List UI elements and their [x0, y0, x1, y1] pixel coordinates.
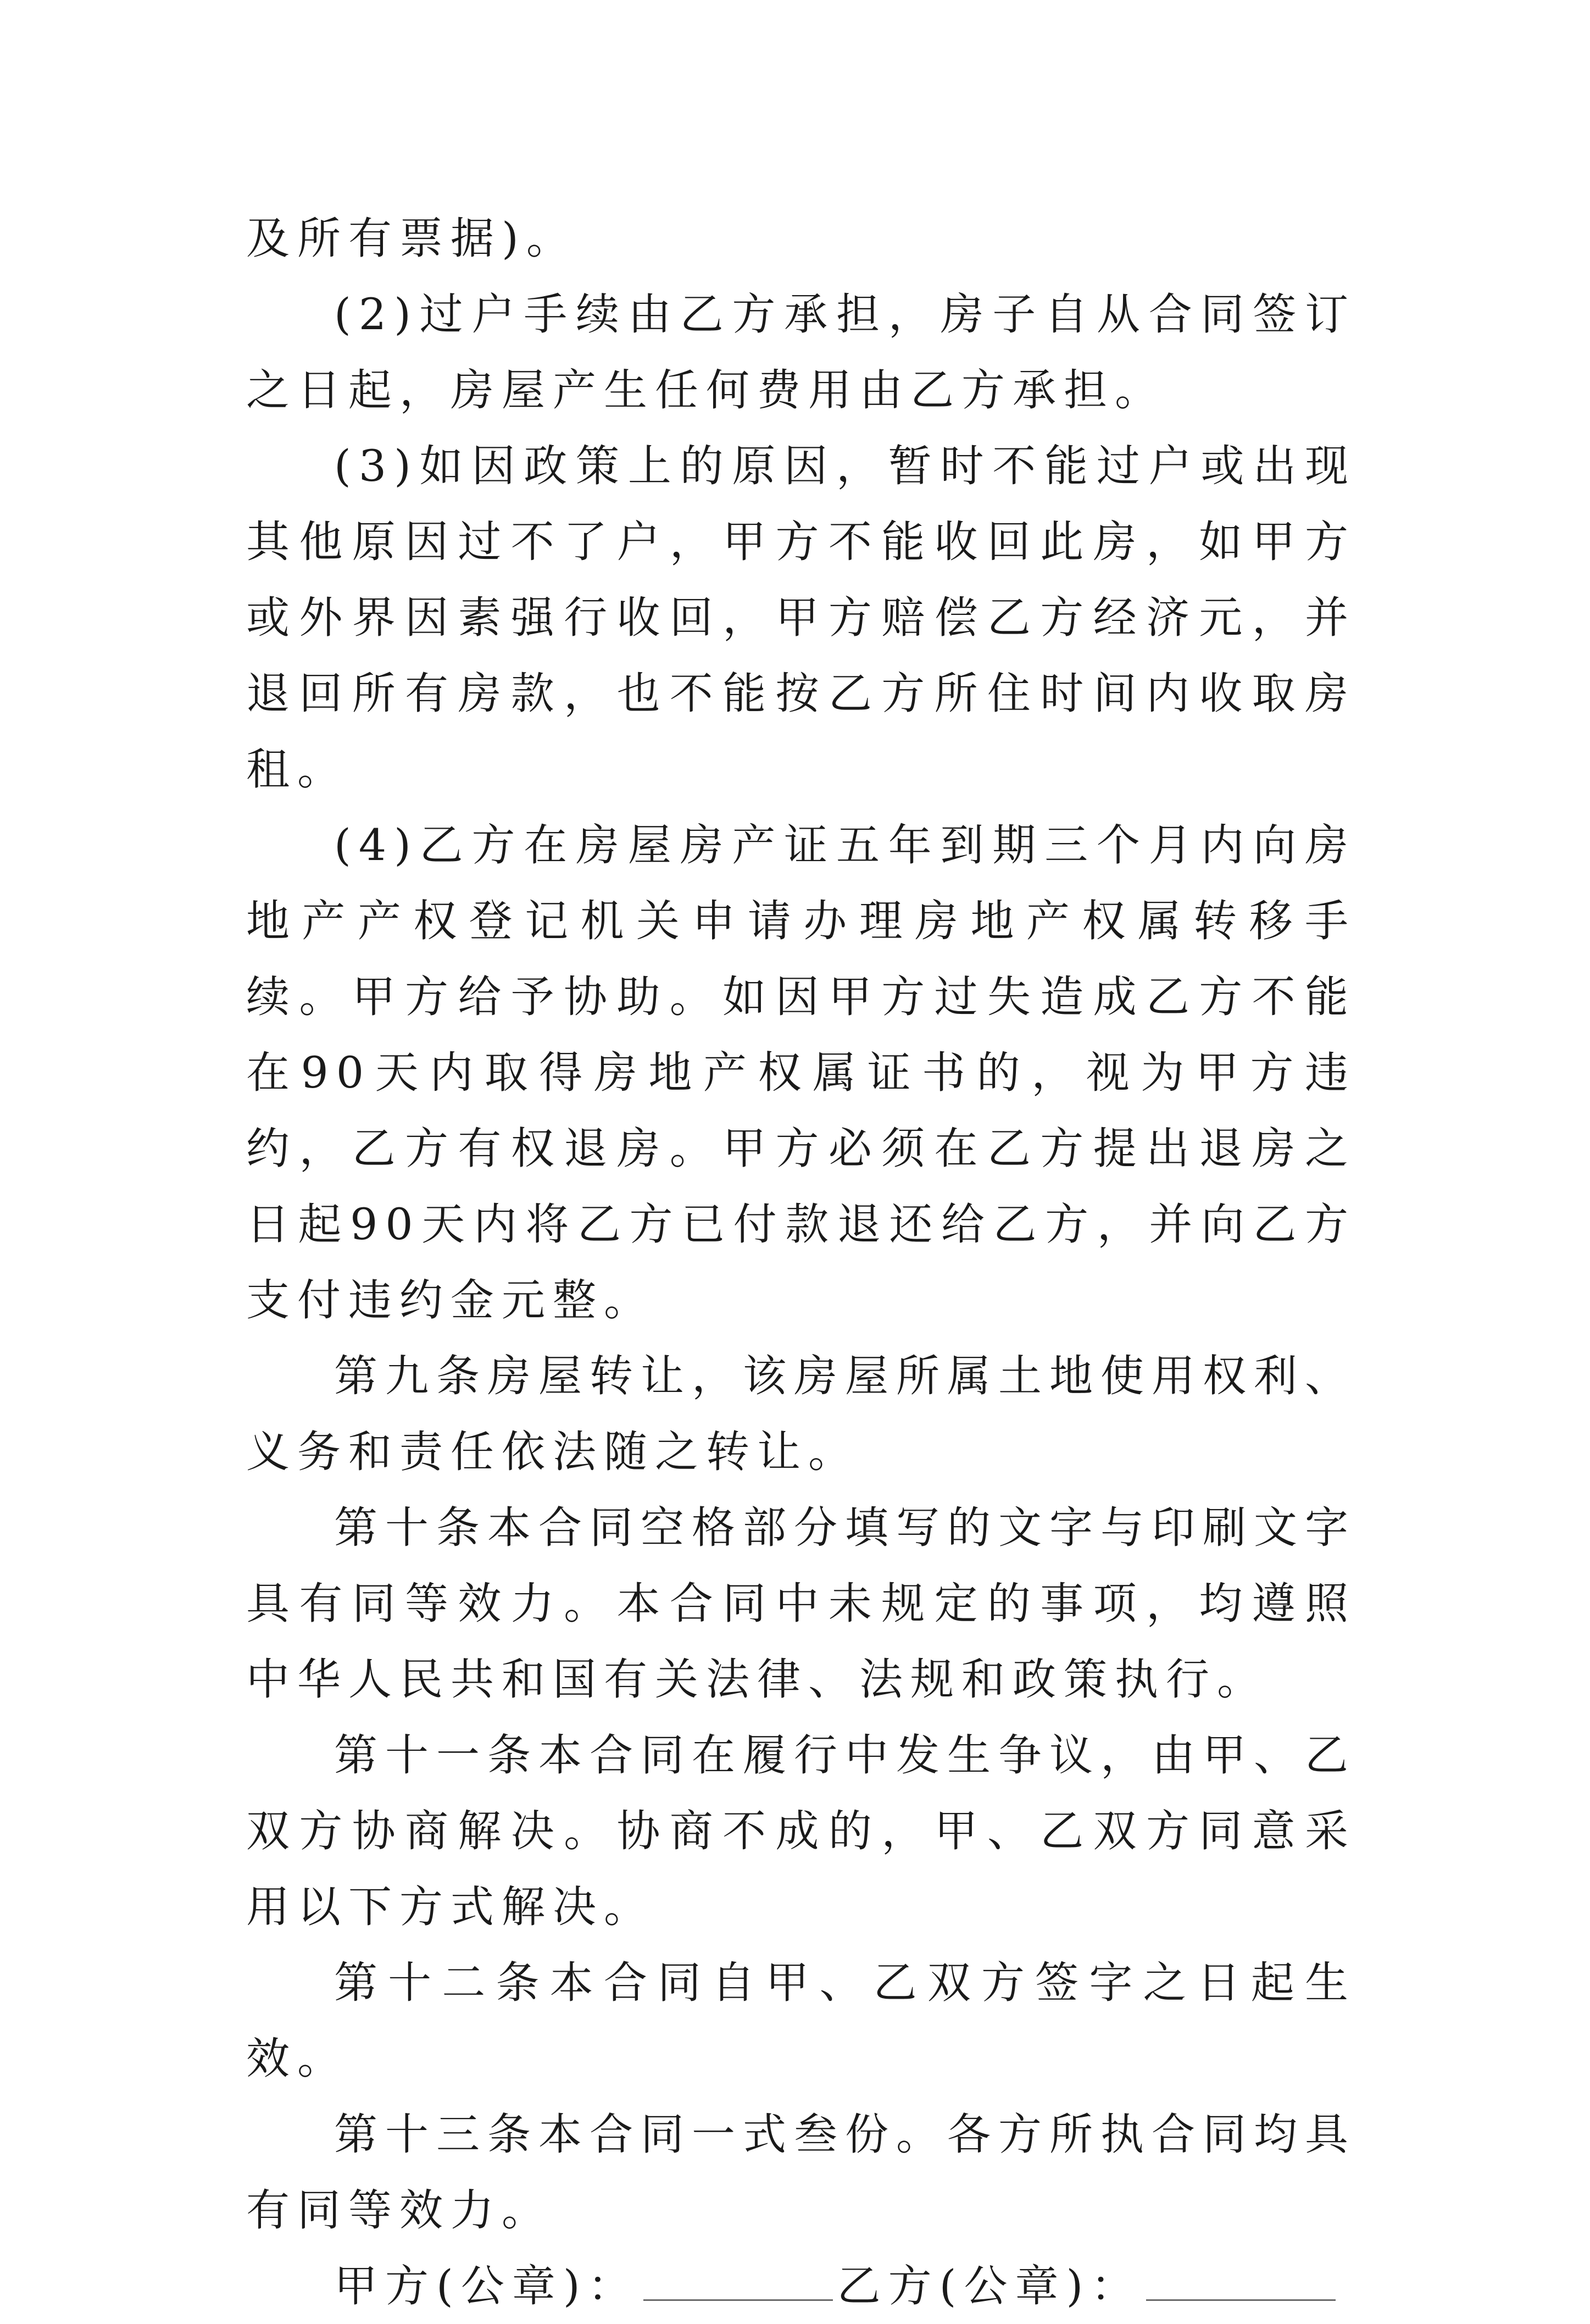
- party-a-blank: [643, 2266, 833, 2301]
- paragraph-2: (2)过户手续由乙方承担，房子自从合同签订之日起，房屋产生任何费用由乙方承担。: [246, 289, 1356, 415]
- paragraph-article-13: 第十三条本合同一式叁份。各方所执合同均具有同等效力。: [246, 2109, 1356, 2236]
- party-b-blank: [1146, 2266, 1336, 2301]
- signature-row: [246, 2248, 1356, 2324]
- paragraph-3: (3)如因政策上的原因，暂时不能过户或出现其他原因过不了户，甲方不能收回此房，如甲方或外界因素强行收回，甲方赔偿乙方经济元，并退回所有房款，也不能按乙方所住时间内收取房租。: [246, 441, 1356, 795]
- party-b-label: 乙方(公章)：: [837, 2261, 1142, 2311]
- paragraph-4: (4)乙方在房屋房产证五年到期三个月内向房地产产权登记机关申请办理房地产权属转移手续。甲方给予协助。如因甲方过失造成乙方不能在90天内取得房地产权属证书的，视为甲方违约，乙方有权退房。甲方必须在乙方提出退房之日起90天内将乙方已付款退还给乙方，并向乙方支付违约金元整。: [246, 820, 1356, 1325]
- paragraph-article-9: 第九条房屋转让，该房屋所属土地使用权利、义务和责任依法随之转让。: [246, 1351, 1356, 1477]
- paragraph-article-11: 第十一条本合同在履行中发生争议，由甲、乙双方协商解决。协商不成的，甲、乙双方同意采用以下方式解决。: [246, 1730, 1356, 1932]
- paragraph-1: 及所有票据)。: [246, 213, 577, 264]
- paragraph-article-10: 第十条本合同空格部分填写的文字与印刷文字具有同等效力。本合同中未规定的事项，均遵照中华人民共和国有关法律、法规和政策执行。: [246, 1502, 1356, 1705]
- document-body: [246, 201, 1356, 2324]
- paragraph-article-12: 第十二条本合同自甲、乙双方签字之日起生效。: [246, 1957, 1356, 2084]
- party-a-label: 甲方(公章)：: [334, 2261, 639, 2311]
